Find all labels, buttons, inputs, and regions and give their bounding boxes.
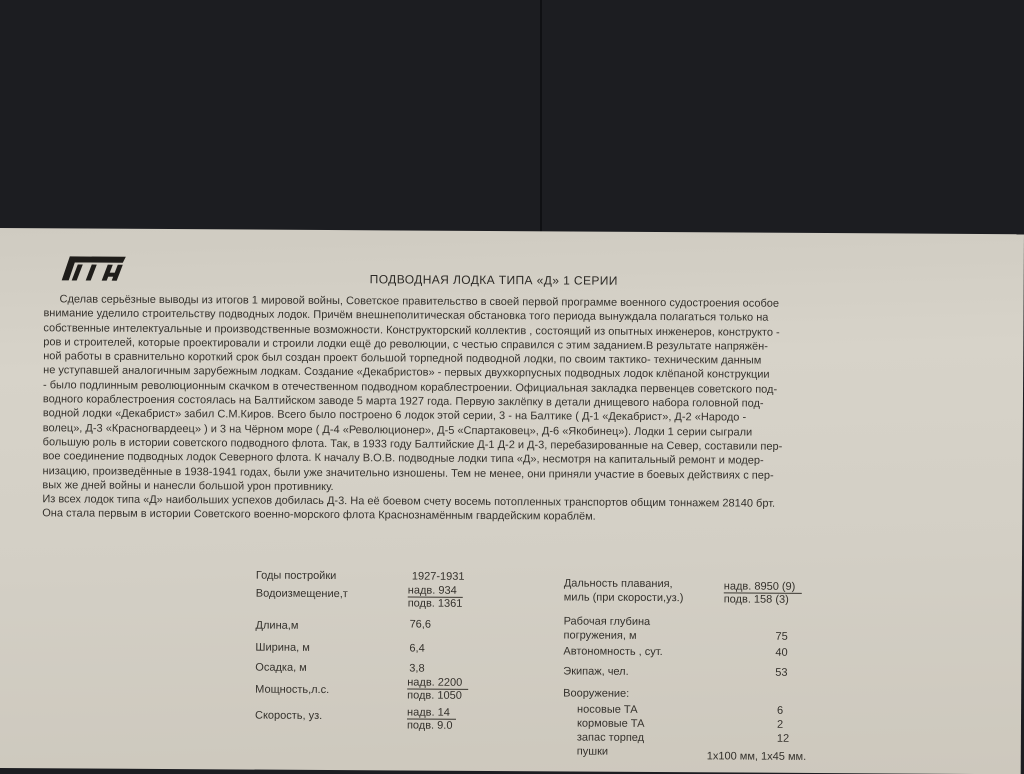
document-sheet — [0, 228, 1024, 774]
backdrop-seam — [540, 0, 542, 232]
spec-length-value: 76,6 — [409, 618, 432, 631]
pt-logo-icon — [56, 250, 130, 282]
body-line: Сделав серьёзные выводы из итогов 1 мировой войны, Советское правительство в своей первой программе военного судостроения особое — [59, 293, 780, 310]
body-line: не уступавшей аналогичным зарубежным лодкам. Создание «Декабристов» - первых двухкорпусных подводных лодок клёпаной конструкции — [43, 364, 770, 382]
body-line: внимание уделило строительству подводных лодок. Причём внешнеполитическая обстановка того периода вынуждала полагаться только на — [43, 307, 769, 324]
document-title: ПОДВОДНАЯ ЛОДКА ТИПА «Д» 1 СЕРИИ — [369, 272, 618, 288]
spec-stern-tubes-value: 2 — [776, 718, 784, 731]
body-line: - было подлинным революционным скачком в отечественном подводном кораблестроении. Официальная закладка первенцев советского под- — [43, 379, 778, 396]
body-line: Она стала первым в истории Советского военно-морского флота Краснознамённым гвардейским кораблём. — [42, 507, 596, 524]
body-line: водной лодки «Декабрист» забил С.М.Киров. Всего было построено 6 лодок этой серии, 3 - на Балтике ( Д-1 «Декабрист», Д-2 «Народо - — [42, 407, 747, 424]
speed-surfaced: надв. 14 — [407, 706, 456, 719]
spec-range-label-2: миль (при скорости,уз.) — [563, 591, 684, 605]
body-line: низацию, произведённые в 1938-1941 годах, были уже значительно изношены. Тем не менее, они приняли участие в боевых действиях с пер- — [42, 464, 774, 482]
body-line: водного кораблестроения состоялась на Балтийском заводе 5 марта 1927 года. Первую заклёпку в детали днищевого набора головной под- — [42, 393, 764, 410]
spec-stern-tubes-label: кормовые ТА — [576, 717, 645, 730]
spec-crew-value: 53 — [775, 666, 788, 679]
displacement-submerged: подв. 1361 — [407, 597, 463, 610]
body-line: волец», Д-3 «Красногвардеец» ) и 3 на Чёрном море ( Д-4 «Революционер», Д-5 «Спартаковец», Д-6 «Якобинец»). Лодки 1 серии сыграли — [42, 421, 753, 439]
body-line: ров и строителей, которые проектировали и строили лодки ещё до революции, с честью справился с этим заданием.В результате напряжён- — [43, 336, 768, 353]
range-surfaced: надв. 8950 (9) — [724, 580, 802, 593]
spec-guns-label: пушки — [576, 745, 609, 758]
spec-armament-label: Вооружение: — [563, 687, 630, 700]
body-line: Из всех лодок типа «Д» наибольших успехов добилась Д-3. На её боевом счету восемь потопленных транспортов общим тоннажем 28140 брт. — [42, 493, 776, 510]
power-surfaced: надв. 2200 — [407, 676, 468, 689]
spec-displacement-label: Водоизмещение,т — [255, 587, 348, 601]
spec-autonomy-label: Автономность , сут. — [563, 645, 663, 659]
spec-bow-tubes-label: носовые ТА — [577, 703, 638, 716]
spec-power-value — [407, 676, 468, 701]
spec-depth-label-2: погружения, м — [563, 629, 637, 642]
spec-width-value: 6,4 — [409, 642, 425, 655]
spec-power-label: Мощность,л.с. — [255, 683, 330, 697]
spec-length-label: Длина,м — [255, 619, 299, 632]
spec-autonomy-value: 40 — [775, 646, 788, 659]
spec-bow-tubes-value: 6 — [777, 704, 784, 717]
spec-depth-label-1: Рабочая глубина — [563, 615, 651, 628]
speed-submerged: подв. 9.0 — [406, 719, 453, 732]
range-submerged: подв. 158 (3) — [723, 593, 789, 606]
spec-draft-label: Осадка, м — [255, 661, 307, 674]
spec-range-label-1: Дальность плавания, — [563, 577, 673, 591]
spec-draft-value: 3,8 — [409, 662, 425, 675]
spec-speed-value — [407, 706, 456, 731]
spec-guns-value: 1x100 мм, 1x45 мм. — [706, 750, 807, 763]
body-line: ной работы в сравнительно короткий срок был создан проект большой торпедной подводной лодки, по своим тактико- техническим данным — [43, 350, 762, 367]
spec-crew-label: Экипаж, чел. — [563, 665, 629, 678]
body-text — [42, 292, 993, 527]
spec-range-value — [724, 580, 802, 605]
spec-torpedo-reserve-value: 12 — [776, 732, 790, 745]
spec-displacement-value — [408, 584, 463, 609]
spec-torpedo-reserve-label: запас торпед — [576, 731, 645, 744]
spec-years-value: 1927-1931 — [411, 570, 465, 583]
body-line: вых же дней войны и нанесли большой урон противнику. — [42, 479, 334, 493]
body-line: собственные интелектуальные и производственные возможности. Конструкторский коллектив , состоящий из опытных инженеров, конструкто - — [43, 321, 780, 339]
spec-depth-value: 75 — [775, 630, 788, 643]
spec-width-label: Ширина, м — [255, 641, 310, 654]
power-submerged: подв. 1050 — [407, 689, 462, 702]
body-line: вое соединение подводных лодок Северного флота. К началу В.О.В. подводные лодки типа «Д», несмотря на капитальный ремонт и модер- — [42, 450, 764, 467]
spec-speed-label: Скорость, уз. — [254, 709, 323, 722]
spec-years-label: Годы постройки — [255, 569, 337, 583]
body-line: большую роль в истории советского подводного флота. Так, в 1933 году Балтийские Д-1 Д-2 и Д-3, перебазированные на Север, составили пер- — [42, 436, 783, 453]
displacement-surfaced: надв. 934 — [408, 584, 463, 597]
